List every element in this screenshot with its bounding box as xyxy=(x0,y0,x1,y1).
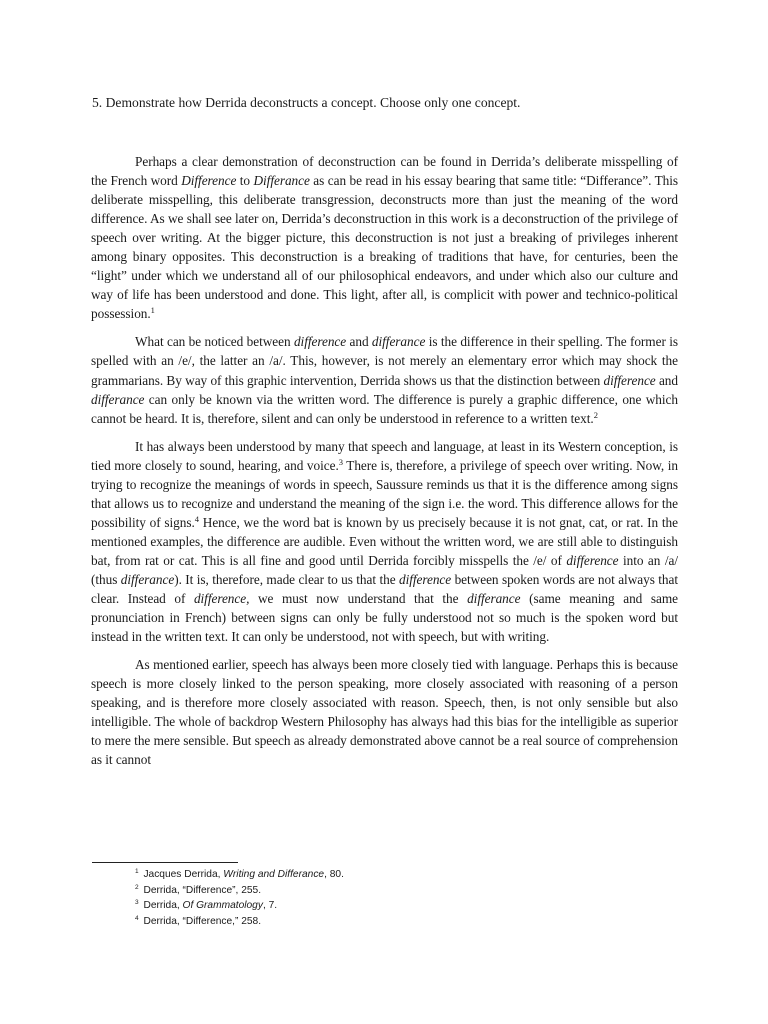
italic-text: difference, xyxy=(193,591,250,607)
footnote-reference: 1 xyxy=(135,868,139,875)
paragraph xyxy=(91,152,678,323)
text-run: between spoken words are not always that clear. Instead of xyxy=(91,571,678,607)
text-run: Hence, we the word bat is known by us precisely because it is not gnat, cat, or rat. In the mentioned examples, the difference are audible. Even without the written word, we are still able to distinguish bat, from rat or cat. This is all fine and good until Derrida forcibly misspells the /e/ of xyxy=(91,514,678,568)
italic-text: differance xyxy=(467,591,521,607)
footnote-reference: 3 xyxy=(338,456,343,467)
italic-text: differance xyxy=(120,571,175,587)
italic-text: differance xyxy=(91,391,145,407)
essay-body xyxy=(91,152,678,778)
text-run: , 7. xyxy=(262,900,278,912)
text-run: to xyxy=(236,173,254,189)
italic-text: differance xyxy=(371,334,426,350)
italic-text: Writing and Differance xyxy=(223,869,325,880)
text-run: and xyxy=(346,334,372,350)
text-run: we must now understand that the xyxy=(249,591,468,607)
footnote-reference: 4 xyxy=(135,914,139,922)
italic-text: Difference xyxy=(181,173,237,189)
italic-text: difference xyxy=(293,334,347,350)
footnote-separator xyxy=(92,862,238,863)
text-run: Derrida, xyxy=(140,900,183,912)
text-run: (same meaning and same pronunciation in French) between signs can only be fully understood not so much is the spoken word but instead in the written text. It can only be understood, not with speech, but with writing. xyxy=(91,591,678,645)
italic-text: Of Grammatology xyxy=(182,900,263,912)
text-run: What can be noticed between xyxy=(135,334,294,350)
italic-text: difference xyxy=(566,552,619,568)
footnote xyxy=(135,867,635,883)
italic-text: difference xyxy=(603,372,656,388)
question-heading: 5. Demonstrate how Derrida deconstructs a concept. Choose only one concept. xyxy=(92,95,521,110)
footnote xyxy=(135,914,635,930)
text-run: and xyxy=(655,372,679,388)
italic-text: Differance xyxy=(253,173,310,189)
paragraph xyxy=(91,437,678,647)
text-run: as can be read in his essay bearing that same title: “Differance”. This deliberate misspelling, this deliberate transgression, deconstructs more than just the meaning of the word difference. As we shall see later on, Derrida’s deconstruction in this work is a deconstruction of the privilege of speech over writing. At the bigger picture, this deconstruction is not just a breaking of privileges inherent among binary opposites. This deconstruction is a breaking of traditions that have, for centuries, been the “light” under which we understand all of our philosophical endeavors, and under which also our culture and way of life has been understood and done. This light, after all, is complicit with power and technico-political possession. xyxy=(91,173,679,322)
italic-text: difference xyxy=(398,571,452,587)
footnote-reference: 2 xyxy=(593,409,598,420)
footnote-reference: 3 xyxy=(135,899,139,907)
text-run: Jacques Derrida, xyxy=(140,869,224,880)
footnote xyxy=(135,898,635,914)
footnotes-list xyxy=(135,867,635,929)
text-run: can only be known via the written word. The difference is purely a graphic difference, one which cannot be heard. It is, therefore, silent and can only be understood in reference to a written text. xyxy=(91,391,678,426)
paragraph xyxy=(91,655,678,769)
text-run: , 80. xyxy=(324,869,344,880)
text-run: It has always been understood by many that speech and language, at least in its Western conception, is tied more closely to sound, hearing, and voice. xyxy=(91,438,678,473)
text-run: into an /a/ (thus xyxy=(91,552,678,587)
text-run: As mentioned earlier, speech has always been more closely tied with language. Perhaps this is because speech is more closely linked to the person speaking, more closely associated with reasoning of a person speaking, and is therefore more closely associated with reason. Speech, then, is not only sensible but also intelligible. The whole of backdrop Western Philosophy has always had this bias for the intelligible as superior to mere the mere sensible. But speech as already demonstrated above cannot be a real source of comprehension as it cannot xyxy=(91,657,678,768)
text-run: Perhaps a clear demonstration of deconstruction can be found in Derrida’s deliberate misspelling of the French word xyxy=(91,154,678,189)
text-run: Derrida, “Difference,” 258. xyxy=(140,915,262,927)
text-run: Derrida, “Difference”, 255. xyxy=(140,884,262,896)
footnote xyxy=(135,883,635,899)
paragraph xyxy=(91,332,678,427)
text-run: ). It is, therefore, made clear to us that the xyxy=(174,571,399,587)
footnote-reference: 2 xyxy=(135,883,139,891)
text-run: There is, therefore, a privilege of speech over writing. Now, in trying to recognize the meanings of words in speech, Saussure reminds us that it is the difference among signs that allows us to recognize and understand the meaning of the sign i.e. the word. This difference allows for the possibility of signs. xyxy=(91,457,678,530)
text-run: is the difference in their spelling. The former is spelled with an /e/, the latter an /a/. This, however, is not merely an elementary error which may shock the grammarians. By way of this graphic intervention, Derrida shows us that the distinction between xyxy=(91,334,678,388)
footnote-reference: 1 xyxy=(150,305,155,316)
footnote-reference: 4 xyxy=(194,513,199,524)
